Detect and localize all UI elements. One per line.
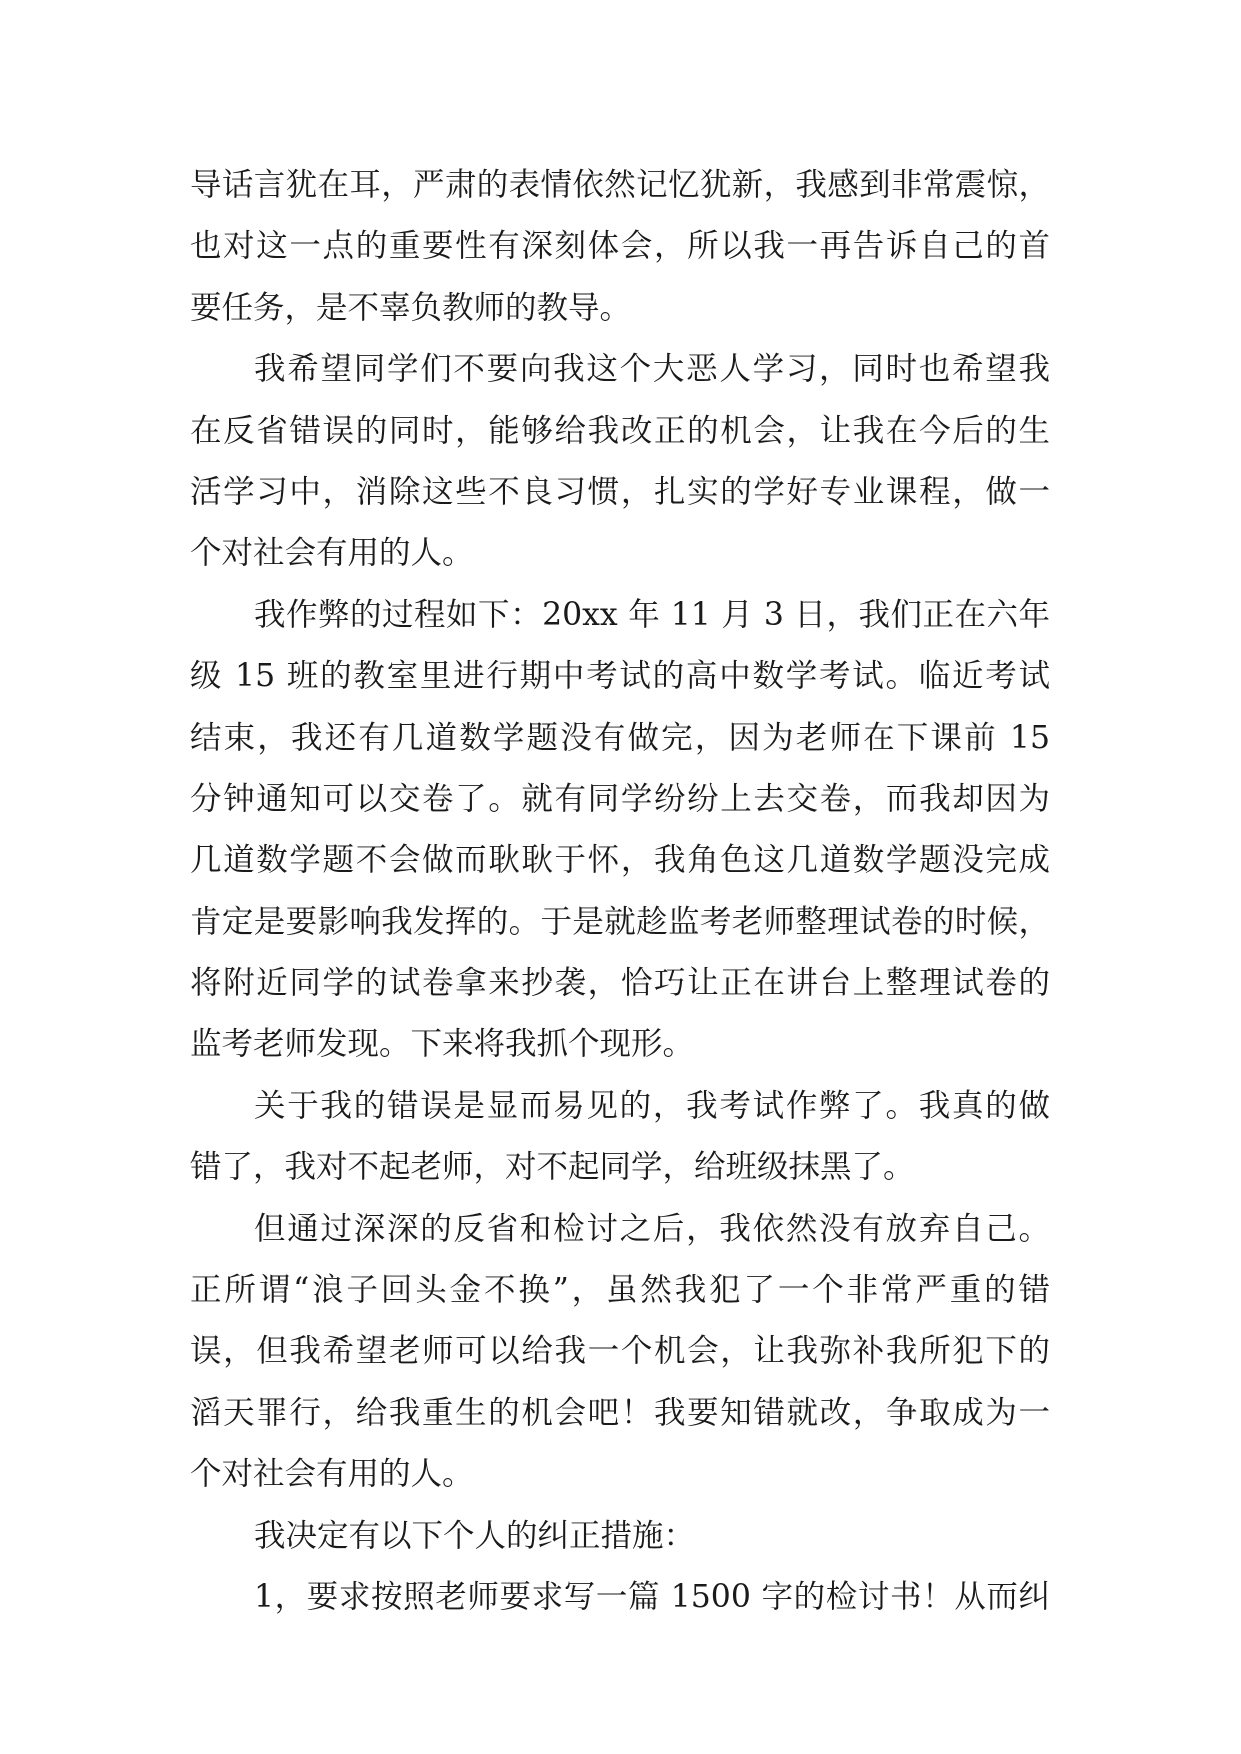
paragraph (190, 1567, 1050, 1628)
text-line: 级 15 班的教室里进行期中考试的高中数学考试。临近考试 (190, 658, 1050, 695)
text-line: 我希望同学们不要向我这个大恶人学习，同时也希望我 (254, 351, 1050, 388)
text-line: 个对社会有用的人。 (190, 1456, 474, 1493)
paragraph (190, 1199, 1050, 1506)
text-line: 分钟通知可以交卷了。就有同学纷纷上去交卷，而我却因为 (190, 780, 1050, 817)
text-line: 也对这一点的重要性有深刻体会，所以我一再告诉自己的首 (190, 228, 1050, 265)
text-line: 在反省错误的同时，能够给我改正的机会，让我在今后的生 (190, 412, 1050, 449)
text-line: 要任务，是不辜负教师的教导。 (190, 289, 632, 326)
text-line: 滔天罪行，给我重生的机会吧！我要知错就改，争取成为一 (190, 1394, 1050, 1431)
text-line: 关于我的错误是显而易见的，我考试作弊了。我真的做 (254, 1087, 1050, 1124)
text-line: 正所谓“浪子回头金不换”，虽然我犯了一个非常严重的错 (190, 1272, 1050, 1309)
text-line: 肯定是要影响我发挥的。于是就趁监考老师整理试卷的时候， (190, 903, 1050, 940)
text-line: 但通过深深的反省和检讨之后，我依然没有放弃自己。 (254, 1210, 1050, 1247)
paragraph (190, 155, 1050, 339)
text-line: 导话言犹在耳，严肃的表情依然记忆犹新，我感到非常震惊， (190, 167, 1050, 203)
text-line: 误，但我希望老师可以给我一个机会，让我弥补我所犯下的 (190, 1333, 1050, 1370)
text-line: 错了，我对不起老师，对不起同学，给班级抹黑了。 (190, 1149, 915, 1186)
text-line: 1，要求按照老师要求写一篇 1500 字的检讨书！从而纠 (254, 1578, 1050, 1615)
paragraph (190, 1076, 1050, 1199)
text-line: 我决定有以下个人的纠正措施： (254, 1517, 696, 1554)
paragraph (190, 339, 1050, 585)
text-line: 将附近同学的试卷拿来抄袭，恰巧让正在讲台上整理试卷的 (190, 965, 1050, 1002)
paragraph (190, 1506, 1050, 1567)
document-body (190, 155, 1050, 1628)
text-line: 我作弊的过程如下：20xx 年 11 月 3 日，我们正在六年 (254, 596, 1050, 633)
text-line: 几道数学题不会做而耿耿于怀，我角色这几道数学题没完成 (190, 842, 1050, 879)
text-line: 结束，我还有几道数学题没有做完，因为老师在下课前 15 (190, 719, 1050, 756)
text-line: 活学习中，消除这些不良习惯，扎实的学好专业课程，做一 (190, 473, 1050, 510)
paragraph (190, 585, 1050, 1076)
text-line: 监考老师发现。下来将我抓个现形。 (190, 1026, 695, 1063)
text-line: 个对社会有用的人。 (190, 535, 474, 572)
